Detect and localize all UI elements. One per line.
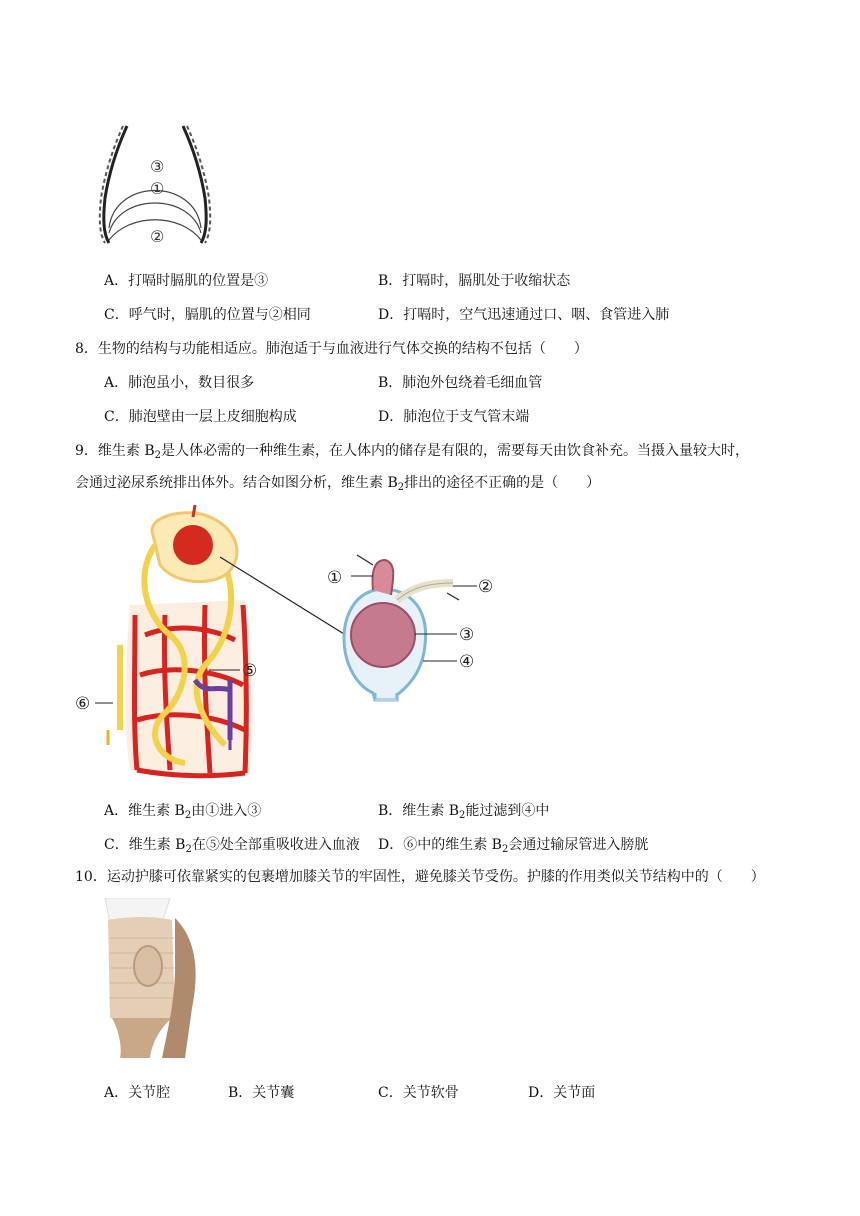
q7-option-a[interactable]: A．打嗝时膈肌的位置是③	[104, 273, 269, 289]
fig7-label-1: ①	[150, 179, 165, 198]
q8-option-a[interactable]: A．肺泡虽小，数目很多	[104, 375, 255, 391]
fig7-label-3: ③	[150, 157, 165, 176]
q8-option-b[interactable]: B．肺泡外包绕着毛细血管	[378, 375, 543, 391]
fig9-label-5: ⑤	[242, 661, 258, 681]
q7-option-b[interactable]: B．打嗝时，膈肌处于收缩状态	[378, 273, 571, 289]
q9-option-b[interactable]: B．维生素 $B_2$能过滤到④中	[378, 803, 550, 821]
q10-option-c[interactable]: C．关节软骨	[378, 1085, 459, 1101]
fig7-label-2: ②	[150, 227, 165, 246]
fig9-label-2: ②	[478, 577, 494, 597]
fig9-label-1: ①	[327, 568, 343, 588]
q9-stem-line2: 会通过泌尿系统排出体外。结合如图分析，维生素 $B_2$排出的途径不正确的是（ ）	[75, 475, 601, 493]
q9-option-a[interactable]: A．维生素 $B_2$由①进入③	[104, 803, 262, 821]
q10-stem: 10．运动护膝可依靠紧实的包裹增加膝关节的牢固性，避免膝关节受伤。护膝的作用类似关节结构中的（ ）	[75, 869, 765, 885]
q10-option-d[interactable]: D．关节面	[528, 1085, 596, 1101]
q7-option-c[interactable]: C．呼气时，膈肌的位置与②相同	[104, 307, 311, 323]
q8-option-c[interactable]: C．肺泡壁由一层上皮细胞构成	[104, 409, 297, 425]
nephron-overview	[108, 505, 253, 776]
q8-stem: 8．生物的结构与功能相适应。肺泡适于与血液进行气体交换的结构不包括（ ）	[75, 341, 588, 357]
fig9-label-6: ⑥	[75, 694, 91, 714]
knee-brace-photo	[100, 898, 210, 1058]
diaphragm-figure	[95, 118, 225, 253]
fig9-label-3: ③	[459, 625, 475, 645]
fig9-label-4: ④	[459, 652, 475, 672]
nephron-figure	[75, 505, 515, 785]
q10-option-a[interactable]: A．关节腔	[104, 1085, 171, 1101]
q9-stem-line1: 9．维生素 $B_2$是人体必需的一种维生素，在人体内的储存是有限的，需要每天由饮食补充。当摄入量较大时，	[75, 443, 750, 461]
q8-option-d[interactable]: D．肺泡位于支气管末端	[378, 409, 530, 425]
right-rib-chain	[183, 126, 210, 243]
q10-option-b[interactable]: B．关节囊	[228, 1085, 295, 1101]
q9-option-d[interactable]: D．⑥中的维生素 $B_2$会通过输尿管进入膀胱	[378, 837, 649, 855]
q9-option-c[interactable]: C．维生素 $B_2$在⑤处全部重吸收进入血液	[104, 837, 360, 855]
q7-option-d[interactable]: D．打嗝时，空气迅速通过口、咽、食管进入肺	[378, 307, 670, 323]
left-rib-chain	[100, 126, 127, 243]
